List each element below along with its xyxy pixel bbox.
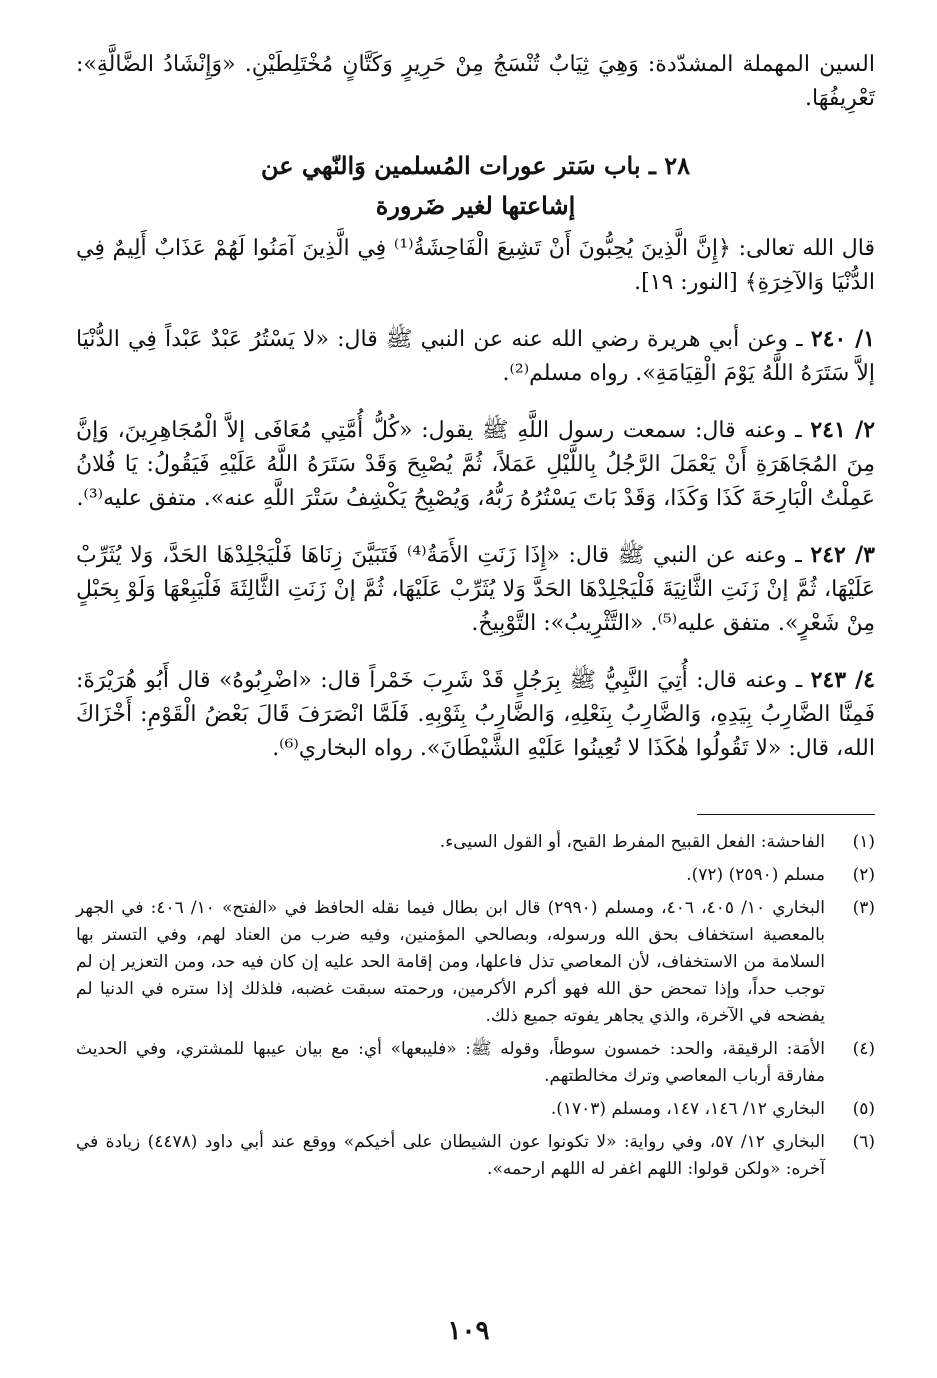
footnote-number: (٤) [852,1039,875,1059]
hadith-240 [76,322,875,391]
footnote-number: (٥) [852,1099,875,1119]
hadith-number: ٣/ ٢٤٢ [810,542,875,568]
footnote [76,1036,875,1090]
hadith-text: ـ وعنه قال: أُتِيَ النَّبِيُّ ﷺ بِرَجُلٍ قَدْ شَرِبَ خَمْراً قال: «اضْرِبُوهُ» قال أَبُو هُرَيْرَةَ: فَمِنَّا الضَّارِبُ بِيَدِهِ، وَالضَّارِبُ بِنَعْلِهِ، وَالضَّارِبُ بِثَوْبِهِ. فَلَمَّا انْصَرَفَ قَالَ بَعْضُ الْقَوْمِ: أَخْزَاكَ الله، قال: «لا تَقُولُوا هٰكَذَا لا تُعِينُوا عَلَيْهِ الشَّيْطَانَ». رواه البخاري⁽⁶⁾. [76,668,875,761]
hadith-text: ـ وعنه قال: سمعت رسول اللَّهِ ﷺ يقول: «كُلُّ أُمَّتِي مُعَافَى إلاَّ الْمُجَاهِرِينَ، وَإنَّ مِنَ المُجَاهَرَةِ أَنْ يَعْمَلَ الرَّجُلُ بِاللَّيْلِ عَمَلاً، ثُمَّ يُصْبِحَ وَقَدْ سَتَرَهُ اللَّهُ عَلَيْهِ فَيَقُولُ: يَا فُلانُ عَمِلْتُ الْبَارِحَةَ كَذَا وَكَذَا، وَقَدْ بَاتَ يَسْتُرُهُ رَبُّهُ، وَيُصْبِحُ يَكْشِفُ سَتْرَ اللَّهِ عنه». متفق عليه⁽³⁾. [76,418,875,511]
footnote [76,895,875,1030]
hadith-241 [76,413,875,516]
footnote [76,1096,875,1123]
carryover-line: السين المهملة المشدّدة: وَهِيَ ثِيَابٌ تُنْسَجُ مِنْ حَرِيرٍ وَكَتَّانٍ مُخْتَلِطَيْنِ. «وَإِنْشَادُ الضَّالَّةِ»: تَعْرِيفُهَا. [76,52,875,111]
footnote [76,862,875,889]
hadith-number: ٤/ ٢٤٣ [810,667,875,693]
footnote-text: البخاري ١٠/ ٤٠٥، ٤٠٦، ومسلم (٢٩٩٠) قال ابن بطال فيما نقله الحافظ في «الفتح» ١٠/ ٤٠٦: في الجهر بالمعصية استخفاف بحق الله ورسوله، وبصالحي المؤمنين، وفيه ضرب من العناد لهم، وفي التستر بها السلامة من الاستخفاف، لأن المعاصي تذل فاعلها، ومن إقامة الحد عليه إن كان فيه حد، ومن التعزير إن لم توجب حداً، وإذا تمحض حق الله فهو أكرم الأكرمين، ورحمته سبقت غضبه، فلذلك إذا ستره في الدنيا لم يفضحه في الآخرة، والذي يجاهر يفوته جميع ذلك. [76,898,825,1026]
footnote-text: مسلم (٢٥٩٠) (٧٢). [686,865,825,885]
footnote-text: البخاري ١٢/ ١٤٦، ١٤٧، ومسلم (١٧٠٣). [550,1099,825,1119]
footnote-divider [697,814,875,815]
page-number: ١٠٩ [447,1316,490,1346]
footnote-number: (٢) [852,865,875,885]
footnote-text: البخاري ١٢/ ٥٧، وفي رواية: «لا تكونوا عون الشيطان على أخيكم» ووقع عند أبي داود (٤٤٧٨) زيادة في آخره: «ولكن قولوا: اللهم اغفر له اللهم ارحمه». [76,1132,825,1179]
footnote [76,829,875,856]
hadith-text: ـ وعن أبي هريرة رضي الله عنه عن النبي ﷺ قال: «لا يَسْتُرُ عَبْدٌ عَبْداً فِي الدُّنْيَا إلاَّ سَتَرَهُ اللَّهُ يَوْمَ الْقِيَامَةِ». رواه مسلم⁽²⁾. [76,327,875,386]
footnote-number: (٣) [852,898,875,918]
footnote-text: الأمَة: الرقيقة، والحد: خمسون سوطاً، وقوله ﷺ: «فليبعها» أي: مع بيان عيبها للمشتري، وفي الحديث مفارقة أرباب المعاصي وترك مخالطتهم. [76,1039,825,1086]
hadith-242 [76,538,875,641]
footnote-number: (٦) [852,1132,875,1152]
footnote [76,1129,875,1183]
footnote-text: الفاحشة: الفعل القبيح المفرط القبح، أو القول السيىء. [439,832,825,852]
chapter-subtitle: إشاعتها لغير ضَرورة [375,191,576,220]
hadith-243 [76,663,875,766]
footnote-number: (١) [852,832,875,852]
hadith-number: ١/ ٢٤٠ [810,326,875,352]
hadith-text: ـ وعنه عن النبي ﷺ قال: «إِذَا زَنَتِ الأَمَةُ⁽⁴⁾ فَتَبَيَّنَ زِنَاهَا فَلْيَجْلِدْهَا الحَدَّ، وَلا يُثَرِّبْ عَلَيْهَا، ثُمَّ إنْ زَنَتِ الثَّانِيَةَ فَلْيَجْلِدْهَا الحَدَّ وَلا يُثَرِّبْ عَلَيْهَا، ثُمَّ إنْ زَنَتِ الثَّالِثَةَ فَلْيَبِعْهَا وَلَوْ بِحَبْلٍ مِنْ شَعْرٍ». متفق عليه⁽⁵⁾. «التَّثْرِيبُ»: التَّوْبِيخُ. [76,543,875,636]
footnotes [76,829,875,1183]
quran-intro: قال الله تعالى: ﴿إِنَّ الَّذِينَ يُحِبُّونَ أَنْ تَشِيعَ الْفَاحِشَةُ⁽¹⁾ فِي الَّذِينَ آمَنُوا لَهُمْ عَذَابٌ أَلِيمٌ فِي الدُّنْيَا وَالآخِرَةِ﴾ [النور: ١٩]. [76,236,876,295]
hadith-number: ٢/ ٢٤١ [810,417,876,443]
chapter-title: ٢٨ ـ باب سَتر عورات المُسلمين وَالنّهي عن [260,151,691,180]
